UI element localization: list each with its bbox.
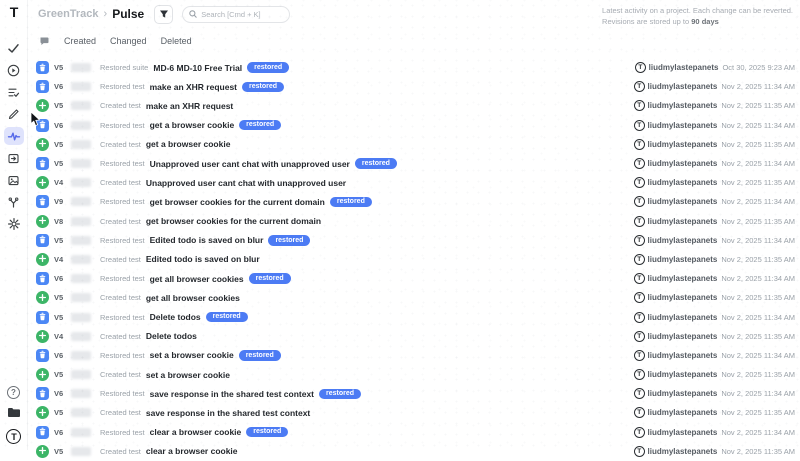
action-label: Restored test xyxy=(100,312,145,322)
activity-row[interactable] xyxy=(28,288,800,307)
filter-button[interactable] xyxy=(154,5,173,24)
row-meta xyxy=(634,446,795,457)
activity-list xyxy=(28,58,800,461)
user-avatar: T xyxy=(634,177,645,188)
action-label: Created test xyxy=(100,178,141,188)
user-name[interactable]: liudmylastepanets xyxy=(647,197,718,207)
search-input[interactable] xyxy=(201,10,283,19)
restored-badge: restored xyxy=(247,62,289,73)
user-name[interactable]: liudmylastepanets xyxy=(648,63,719,73)
timestamp: Nov 2, 2025 11:35 AM xyxy=(721,331,795,341)
page-header xyxy=(28,0,800,28)
main-area xyxy=(28,0,800,457)
action-label: Created test xyxy=(100,331,141,341)
user-avatar: T xyxy=(634,369,645,380)
row-meta xyxy=(634,120,795,131)
event-type-icon xyxy=(36,349,49,362)
tab-changed[interactable]: Changed xyxy=(110,36,147,46)
action-label: Restored test xyxy=(100,274,145,284)
activity-row[interactable] xyxy=(28,212,800,231)
trash-icon xyxy=(38,308,47,326)
page-description xyxy=(602,2,800,27)
version-label: V5 xyxy=(54,408,64,418)
timestamp: Nov 2, 2025 11:35 AM xyxy=(721,254,795,264)
row-meta xyxy=(634,81,795,92)
trash-icon xyxy=(38,78,47,96)
action-label: Restored test xyxy=(100,235,145,245)
plus-icon xyxy=(38,212,47,230)
action-label: Restored test xyxy=(100,427,145,437)
redacted-skeleton xyxy=(71,293,91,302)
trash-icon xyxy=(38,423,47,441)
search-box[interactable] xyxy=(182,6,290,23)
version-label: V5 xyxy=(54,101,64,111)
brand-logo[interactable]: T xyxy=(9,4,18,20)
plus-icon xyxy=(38,97,47,115)
trash-icon xyxy=(38,270,47,288)
plus-icon xyxy=(38,442,47,460)
entry-title: clear a browser cookie xyxy=(149,427,242,438)
entry-title: get browser cookies for the current domain xyxy=(149,196,325,207)
redacted-skeleton xyxy=(71,313,91,322)
timestamp: Nov 2, 2025 11:35 AM xyxy=(721,446,795,456)
tab-deleted[interactable]: Deleted xyxy=(160,36,192,46)
user-avatar: T xyxy=(634,388,645,399)
event-type-icon xyxy=(36,272,49,285)
plus-icon xyxy=(38,250,47,268)
row-meta xyxy=(635,62,795,73)
row-meta xyxy=(634,273,795,284)
action-label: Created test xyxy=(100,293,141,303)
event-type-icon xyxy=(36,215,49,228)
event-type-icon xyxy=(36,80,49,93)
redacted-skeleton xyxy=(71,447,91,456)
action-label: Created test xyxy=(100,408,141,418)
version-label: V8 xyxy=(54,216,64,226)
user-name[interactable]: liudmylastepanets xyxy=(647,101,718,111)
event-type-icon xyxy=(36,426,49,439)
timestamp: Nov 2, 2025 11:34 AM xyxy=(721,350,795,360)
entry-title: Unapproved user cant chat with unapproved user xyxy=(149,158,350,169)
event-type-icon xyxy=(36,387,49,400)
pulse-activity-icon[interactable] xyxy=(4,127,24,145)
redacted-skeleton xyxy=(71,255,91,264)
entry-title: Delete todos xyxy=(149,312,201,323)
row-meta xyxy=(634,254,795,265)
event-type-icon xyxy=(36,99,49,112)
row-meta xyxy=(634,216,795,227)
row-meta xyxy=(634,235,795,246)
entry-title: set a browser cookie xyxy=(149,350,234,361)
version-label: V5 xyxy=(54,446,64,456)
timestamp: Nov 2, 2025 11:35 AM xyxy=(721,216,795,226)
user-avatar: T xyxy=(634,81,645,92)
action-label: Created test xyxy=(100,139,141,149)
row-meta xyxy=(634,177,795,188)
user-avatar: T xyxy=(634,139,645,150)
entry-title: get a browser cookie xyxy=(149,120,235,131)
user-name[interactable]: liudmylastepanets xyxy=(647,389,718,399)
user-name[interactable]: liudmylastepanets xyxy=(647,370,718,380)
row-meta xyxy=(634,331,795,342)
entry-title: get all browser cookies xyxy=(149,273,244,284)
tab-bar xyxy=(28,30,800,52)
activity-row[interactable] xyxy=(28,327,800,346)
action-label: Restored test xyxy=(100,389,145,399)
user-avatar: T xyxy=(634,446,645,457)
user-name[interactable]: liudmylastepanets xyxy=(647,120,718,130)
activity-row[interactable] xyxy=(28,250,800,269)
plus-icon xyxy=(38,404,47,422)
timestamp: Nov 2, 2025 11:34 AM xyxy=(721,274,795,284)
user-name[interactable]: liudmylastepanets xyxy=(647,408,718,418)
activity-row[interactable] xyxy=(28,384,800,403)
editor-pencil-icon[interactable] xyxy=(4,105,24,123)
restored-badge: restored xyxy=(355,158,397,169)
activity-row[interactable] xyxy=(28,442,800,461)
timestamp: Nov 2, 2025 11:35 AM xyxy=(721,139,795,149)
event-type-icon xyxy=(36,368,49,381)
version-label: V5 xyxy=(54,312,64,322)
breadcrumb-project[interactable]: GreenTrack xyxy=(38,8,99,20)
event-type-icon xyxy=(36,61,49,74)
timestamp: Nov 2, 2025 11:35 AM xyxy=(721,293,795,303)
sidebar-bottom xyxy=(6,386,21,444)
branches-icon[interactable] xyxy=(4,193,24,211)
timestamp: Nov 2, 2025 11:35 AM xyxy=(721,178,795,188)
row-meta xyxy=(634,407,795,418)
page-title: Pulse xyxy=(112,7,145,21)
trash-icon xyxy=(38,231,47,249)
version-label: V5 xyxy=(54,63,64,73)
user-name[interactable]: liudmylastepanets xyxy=(647,216,718,226)
redacted-skeleton xyxy=(71,197,91,206)
event-type-icon xyxy=(36,445,49,458)
version-label: V6 xyxy=(54,120,64,130)
action-label: Restored test xyxy=(100,197,145,207)
user-avatar: T xyxy=(634,254,645,265)
action-label: Restored suite xyxy=(100,63,149,73)
entry-title: Edited todo is saved on blur xyxy=(145,254,260,265)
redacted-skeleton xyxy=(71,121,91,130)
help-icon[interactable]: ? xyxy=(7,386,20,399)
event-type-icon xyxy=(36,291,49,304)
version-label: V5 xyxy=(54,235,64,245)
activity-row[interactable] xyxy=(28,231,800,250)
plus-icon xyxy=(38,289,47,307)
page-description-line1: Latest activity on a project. Each change can be reverted. xyxy=(602,5,793,15)
row-meta xyxy=(634,292,795,303)
user-avatar: T xyxy=(635,62,646,73)
version-label: V6 xyxy=(54,389,64,399)
trash-icon xyxy=(38,193,47,211)
projects-folder-icon[interactable] xyxy=(7,405,21,423)
version-label: V5 xyxy=(54,159,64,169)
row-meta xyxy=(634,196,795,207)
entry-title: save response in the shared test context xyxy=(145,407,311,418)
activity-row[interactable] xyxy=(28,96,800,115)
version-label: V5 xyxy=(54,370,64,380)
restored-badge: restored xyxy=(242,82,284,93)
action-label: Restored test xyxy=(100,120,145,130)
restored-badge: restored xyxy=(330,197,372,208)
redacted-skeleton xyxy=(71,236,91,245)
trash-icon xyxy=(38,385,47,403)
event-type-icon xyxy=(36,195,49,208)
restored-badge: restored xyxy=(249,273,291,284)
version-label: V9 xyxy=(54,197,64,207)
action-label: Created test xyxy=(100,370,141,380)
timestamp: Nov 2, 2025 11:35 AM xyxy=(721,101,795,111)
row-meta xyxy=(634,158,795,169)
redacted-skeleton xyxy=(71,428,91,437)
search-icon xyxy=(189,10,197,18)
version-label: V5 xyxy=(54,293,64,303)
redacted-skeleton xyxy=(71,217,91,226)
activity-row[interactable] xyxy=(28,116,800,135)
timestamp: Nov 2, 2025 11:34 AM xyxy=(721,427,795,437)
event-type-icon xyxy=(36,119,49,132)
action-label: Created test xyxy=(100,101,141,111)
checklist-icon[interactable] xyxy=(4,83,24,101)
event-type-icon xyxy=(36,330,49,343)
timestamp: Nov 2, 2025 11:34 AM xyxy=(721,159,795,169)
page-description-line2: Revisions are stored up to 90 days xyxy=(602,16,719,26)
user-avatar: T xyxy=(634,120,645,131)
activity-row[interactable] xyxy=(28,423,800,442)
entry-title: save response in the shared test context xyxy=(149,388,315,399)
activity-row[interactable] xyxy=(28,173,800,192)
action-label: Restored test xyxy=(100,350,145,360)
plus-icon xyxy=(38,135,47,153)
version-label: V4 xyxy=(54,254,64,264)
row-meta xyxy=(634,388,795,399)
activity-row[interactable] xyxy=(28,346,800,365)
entry-title: MD-6 MD-10 Free Trial xyxy=(153,62,243,73)
redacted-skeleton xyxy=(71,140,91,149)
activity-row[interactable] xyxy=(28,77,800,96)
tab-created[interactable]: Created xyxy=(64,36,97,46)
entry-title: Unapproved user cant chat with unapproved user xyxy=(145,177,347,188)
trash-icon xyxy=(38,59,47,77)
redacted-skeleton xyxy=(71,389,91,398)
entry-title: Edited todo is saved on blur xyxy=(149,235,264,246)
redacted-skeleton xyxy=(71,82,91,91)
user-avatar: T xyxy=(634,350,645,361)
plus-icon xyxy=(38,327,47,345)
event-type-icon xyxy=(36,406,49,419)
row-meta xyxy=(634,427,795,438)
version-label: V6 xyxy=(54,274,64,284)
user-avatar: T xyxy=(634,216,645,227)
timestamp: Oct 30, 2025 9:23 AM xyxy=(722,63,795,73)
tests-check-icon[interactable] xyxy=(4,39,24,57)
event-type-icon xyxy=(36,253,49,266)
retention-days: 90 days xyxy=(691,16,719,26)
restored-badge: restored xyxy=(319,389,361,400)
user-name[interactable]: liudmylastepanets xyxy=(647,82,718,92)
user-name[interactable]: liudmylastepanets xyxy=(647,446,718,456)
user-avatar: T xyxy=(634,407,645,418)
activity-row[interactable] xyxy=(28,135,800,154)
timestamp: Nov 2, 2025 11:34 AM xyxy=(721,235,795,245)
activity-row[interactable] xyxy=(28,192,800,211)
user-avatar: T xyxy=(634,158,645,169)
user-avatar: T xyxy=(634,273,645,284)
user-name[interactable]: liudmylastepanets xyxy=(647,139,718,149)
version-label: V6 xyxy=(54,82,64,92)
event-type-icon xyxy=(36,176,49,189)
plus-icon xyxy=(38,174,47,192)
timestamp: Nov 2, 2025 11:34 AM xyxy=(721,197,795,207)
redacted-skeleton xyxy=(71,370,91,379)
entry-title: get browser cookies for the current domain xyxy=(145,216,322,227)
activity-row[interactable] xyxy=(28,403,800,422)
trash-icon xyxy=(38,346,47,364)
row-meta xyxy=(634,312,795,323)
user-avatar: T xyxy=(634,235,645,246)
redacted-skeleton xyxy=(71,408,91,417)
activity-row[interactable] xyxy=(28,58,800,77)
activity-row[interactable] xyxy=(28,307,800,326)
restored-badge: restored xyxy=(268,235,310,246)
timestamp: Nov 2, 2025 11:34 AM xyxy=(721,312,795,322)
entry-title: clear a browser cookie xyxy=(145,446,238,457)
activity-row[interactable] xyxy=(28,365,800,384)
row-meta xyxy=(634,100,795,111)
user-avatar: T xyxy=(634,292,645,303)
event-type-icon xyxy=(36,311,49,324)
account-avatar[interactable]: T xyxy=(6,429,21,444)
user-name[interactable]: liudmylastepanets xyxy=(647,235,718,245)
activity-row[interactable] xyxy=(28,154,800,173)
version-label: V5 xyxy=(54,139,64,149)
user-name[interactable]: liudmylastepanets xyxy=(647,159,718,169)
action-label: Created test xyxy=(100,446,141,456)
event-type-icon xyxy=(36,157,49,170)
redacted-skeleton xyxy=(71,178,91,187)
row-meta xyxy=(634,369,795,380)
entry-title: set a browser cookie xyxy=(145,369,230,380)
user-name[interactable]: liudmylastepanets xyxy=(647,178,718,188)
user-name[interactable]: liudmylastepanets xyxy=(647,312,718,322)
row-meta xyxy=(634,139,795,150)
action-label: Restored test xyxy=(100,159,145,169)
timestamp: Nov 2, 2025 11:34 AM xyxy=(721,389,795,399)
user-avatar: T xyxy=(634,331,645,342)
redacted-skeleton xyxy=(71,332,91,341)
user-name[interactable]: liudmylastepanets xyxy=(647,254,718,264)
breadcrumb-separator: › xyxy=(103,8,108,20)
timestamp: Nov 2, 2025 11:34 AM xyxy=(721,120,795,130)
user-name[interactable]: liudmylastepanets xyxy=(647,427,718,437)
event-type-icon xyxy=(36,234,49,247)
entry-title: make an XHR request xyxy=(149,81,238,92)
redacted-skeleton xyxy=(71,101,91,110)
comments-filter-icon[interactable] xyxy=(38,35,50,47)
entry-title: get a browser cookie xyxy=(145,139,231,150)
redacted-skeleton xyxy=(71,63,91,72)
entry-title: get all browser cookies xyxy=(145,292,240,303)
user-name[interactable]: liudmylastepanets xyxy=(647,350,718,360)
entry-title: make an XHR request xyxy=(145,100,234,111)
restored-badge: restored xyxy=(239,350,281,361)
timestamp: Nov 2, 2025 11:35 AM xyxy=(721,408,795,418)
redacted-skeleton xyxy=(71,159,91,168)
version-label: V6 xyxy=(54,350,64,360)
restored-badge: restored xyxy=(206,312,248,323)
user-avatar: T xyxy=(634,100,645,111)
action-label: Created test xyxy=(100,216,141,226)
entry-title: Delete todos xyxy=(145,331,197,342)
timestamp: Nov 2, 2025 11:35 AM xyxy=(721,370,795,380)
restored-badge: restored xyxy=(239,120,281,131)
redacted-skeleton xyxy=(71,351,91,360)
restored-badge: restored xyxy=(246,427,288,438)
plus-icon xyxy=(38,366,47,384)
filter-funnel-icon xyxy=(159,9,169,19)
version-label: V4 xyxy=(54,331,64,341)
redacted-skeleton xyxy=(71,274,91,283)
activity-row[interactable] xyxy=(28,269,800,288)
runs-play-icon[interactable] xyxy=(4,61,24,79)
export-box-icon[interactable] xyxy=(4,149,24,167)
action-label: Restored test xyxy=(100,82,145,92)
user-avatar: T xyxy=(634,427,645,438)
version-label: V4 xyxy=(54,178,64,188)
row-meta xyxy=(634,350,795,361)
settings-gear-icon[interactable] xyxy=(4,215,24,233)
sidebar xyxy=(0,0,28,450)
event-type-icon xyxy=(36,138,49,151)
trash-icon xyxy=(38,116,47,134)
media-image-icon[interactable] xyxy=(4,171,24,189)
user-name[interactable]: liudmylastepanets xyxy=(647,274,718,284)
trash-icon xyxy=(38,155,47,173)
user-name[interactable]: liudmylastepanets xyxy=(647,293,718,303)
user-avatar: T xyxy=(634,196,645,207)
version-label: V6 xyxy=(54,427,64,437)
timestamp: Nov 2, 2025 11:34 AM xyxy=(721,82,795,92)
user-avatar: T xyxy=(634,312,645,323)
action-label: Created test xyxy=(100,254,141,264)
user-name[interactable]: liudmylastepanets xyxy=(647,331,718,341)
